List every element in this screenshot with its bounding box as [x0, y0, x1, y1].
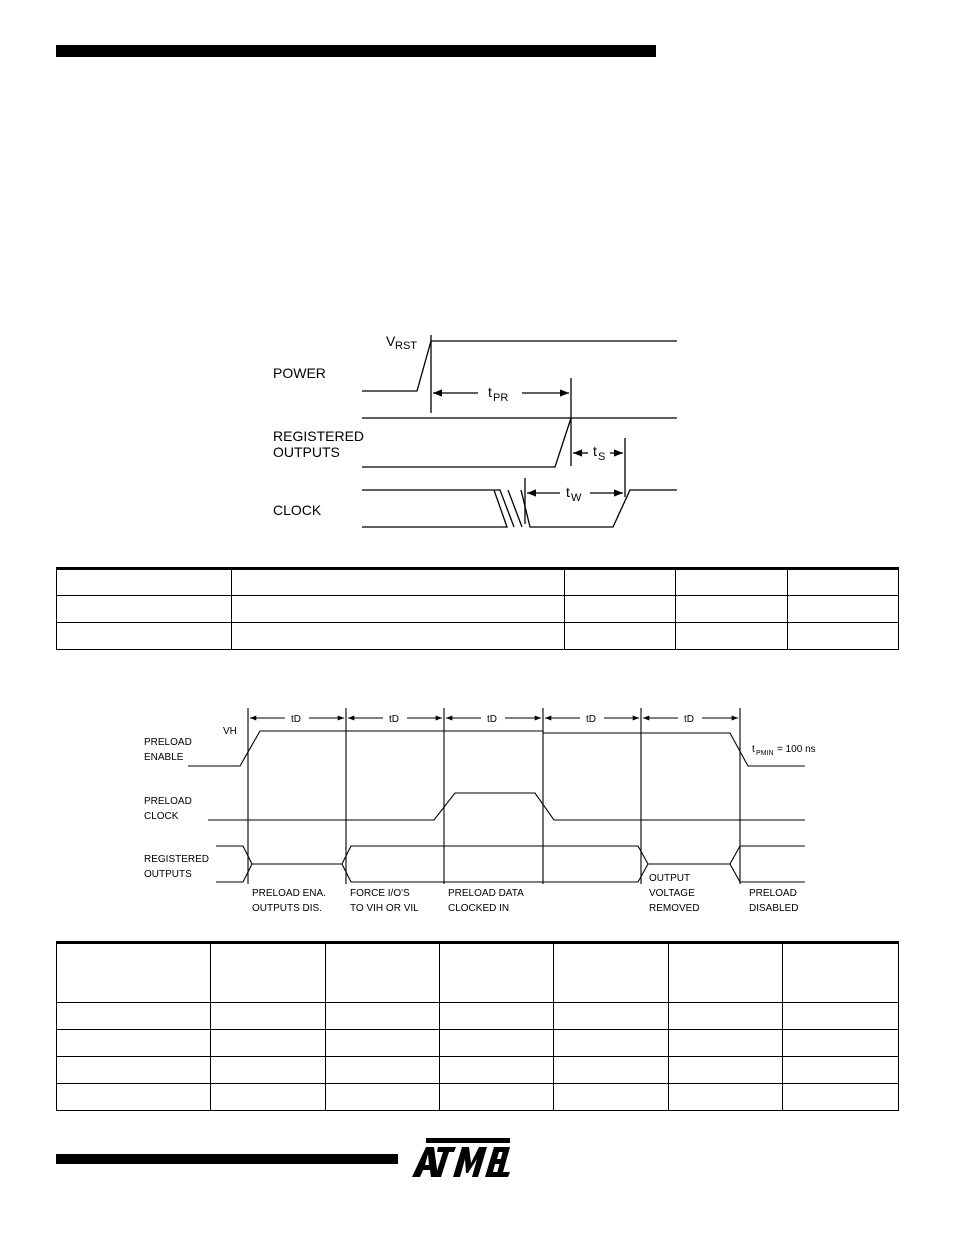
phase-5-line-1: PRELOAD: [749, 888, 797, 899]
preload-enable-waveform: [188, 731, 805, 766]
table-row: [57, 1030, 899, 1057]
footer-rule: [56, 1154, 398, 1164]
vrst-subscript: RST: [395, 340, 417, 352]
tw-subscript: W: [571, 492, 582, 504]
tpr-label: t: [488, 384, 492, 400]
phase-3-line-2: CLOCKED IN: [448, 903, 510, 914]
preload-clock-waveform: [208, 793, 805, 820]
registered-outputs-waveform-2: [216, 846, 805, 882]
preload-enable-label-2: ENABLE: [144, 752, 184, 763]
vh-label: VH: [223, 726, 237, 737]
td-label-4: tD: [586, 714, 596, 725]
td-label-2: tD: [389, 714, 399, 725]
registered-outputs-label-1: REGISTERED: [273, 428, 365, 444]
power-label: POWER: [273, 365, 326, 381]
registered-outputs-waveform: [362, 418, 571, 467]
phase-5-line-2: DISABLED: [749, 903, 799, 914]
reset-timing-table: [56, 567, 899, 650]
phase-4-line-3: REMOVED: [649, 903, 700, 914]
tpmin-subscript: PMIN: [756, 750, 774, 757]
clock-waveform: [362, 490, 677, 527]
vrst-label: V: [386, 333, 396, 349]
phase-4-line-2: VOLTAGE: [649, 888, 695, 899]
preload-clock-label-2: CLOCK: [144, 811, 179, 822]
atmel-logo: [408, 1135, 512, 1181]
phase-1-line-1: PRELOAD ENA.: [252, 888, 326, 899]
phase-1-line-2: OUTPUTS DIS.: [252, 903, 323, 914]
phase-4-line-1: OUTPUT: [649, 873, 691, 884]
phase-2-line-1: FORCE I/O'S: [350, 888, 410, 899]
tw-label: t: [566, 484, 570, 500]
tpmin-label: t: [752, 744, 755, 755]
td-label-5: tD: [684, 714, 694, 725]
table-row: [57, 1057, 899, 1084]
tpr-subscript: PR: [493, 392, 509, 404]
clock-label: CLOCK: [273, 502, 322, 518]
ts-label: t: [593, 443, 597, 459]
preload-labels: [144, 714, 816, 914]
td-label-1: tD: [291, 714, 301, 725]
preload-diagram: [188, 708, 805, 884]
table-header-row: [57, 943, 899, 1003]
table-row: [57, 596, 899, 623]
td-label-3: tD: [487, 714, 497, 725]
registered-outputs-label-a: REGISTERED: [144, 854, 210, 865]
registered-outputs-label-2: OUTPUTS: [273, 444, 340, 460]
preload-enable-label-1: PRELOAD: [144, 737, 192, 748]
preload-clock-label-1: PRELOAD: [144, 796, 192, 807]
phase-2-line-2: TO VIH OR VIL: [350, 903, 419, 914]
table-row: [57, 1084, 899, 1111]
phase-3-line-1: PRELOAD DATA: [448, 888, 524, 899]
registered-outputs-label-b: OUTPUTS: [144, 869, 192, 880]
table-row: [57, 1003, 899, 1030]
ts-subscript: S: [598, 451, 606, 463]
preload-table: [56, 941, 899, 1111]
tpmin-value: = 100 ns: [777, 744, 816, 755]
table-header-row: [57, 569, 899, 596]
table-row: [57, 623, 899, 650]
power-up-reset-diagram: [362, 335, 677, 527]
